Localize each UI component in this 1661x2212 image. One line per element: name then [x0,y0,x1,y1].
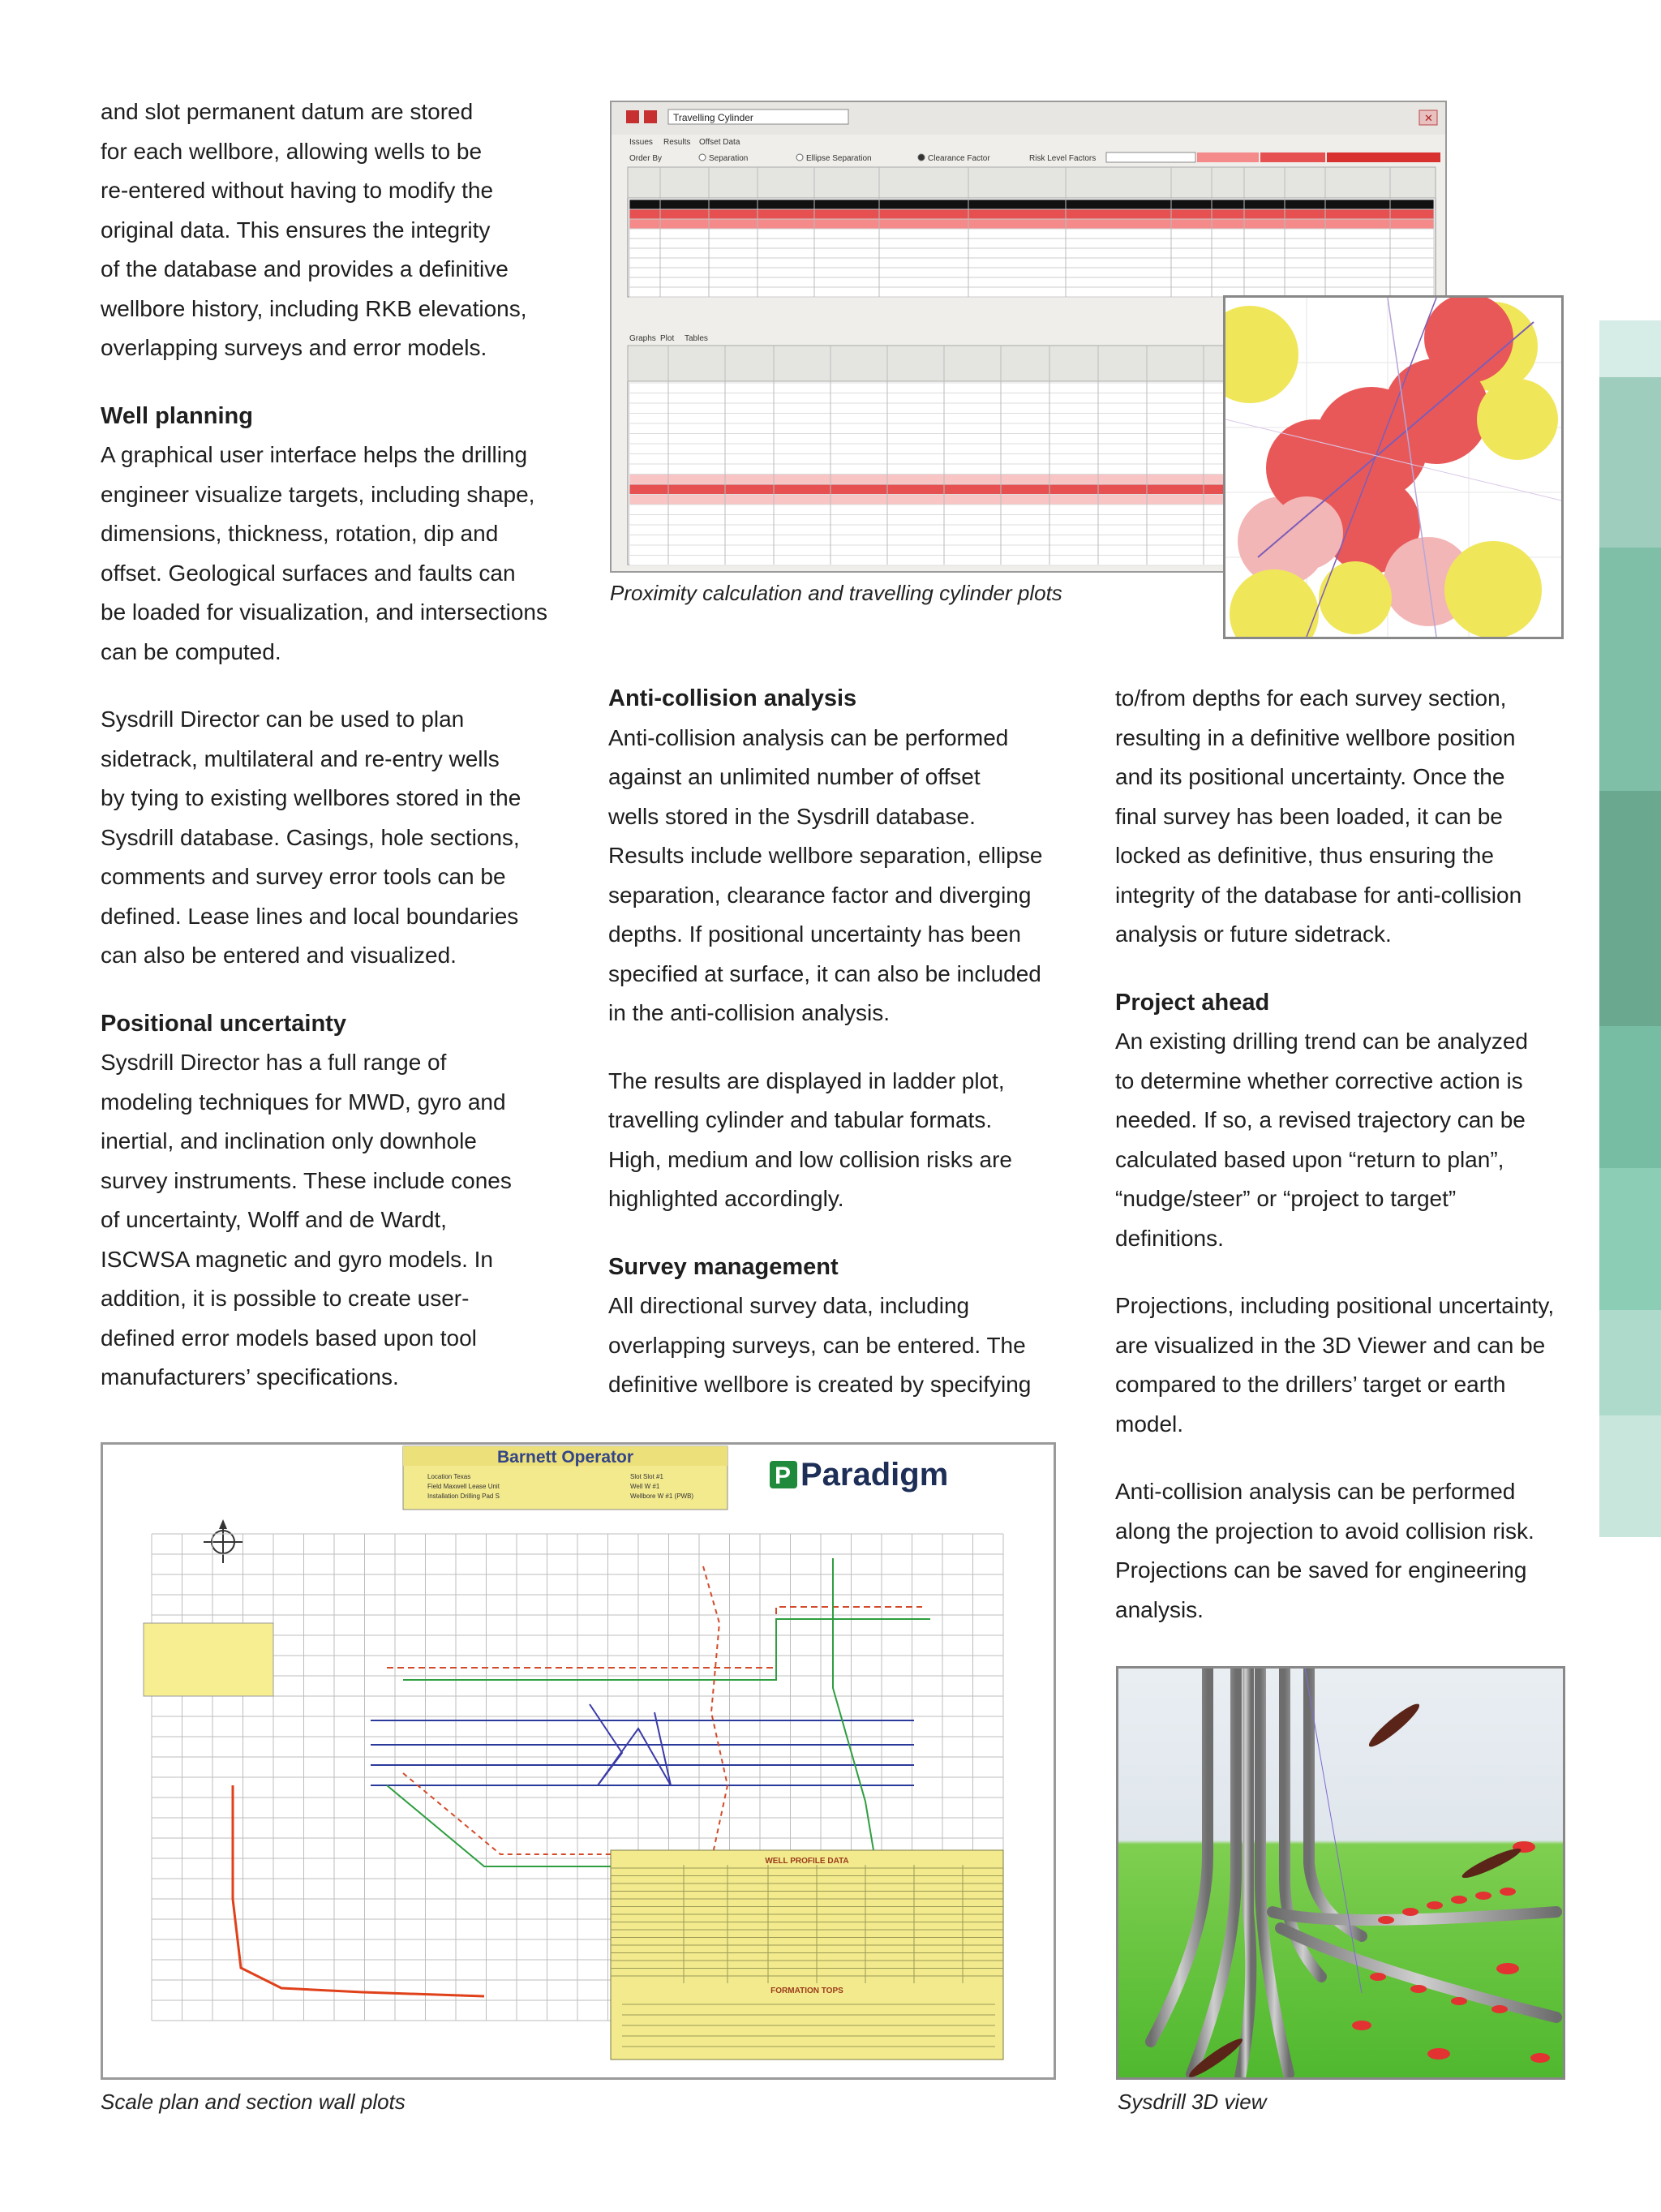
radio-separation[interactable]: Separation [709,154,749,163]
notes-box [144,1623,273,1696]
well-profile-table [611,1850,1003,2060]
3d-view-graphic [1118,1669,1563,2077]
travelling-cylinder-graphic [1225,298,1561,637]
text-line: offset. Geological surfaces and faults can [101,560,516,586]
info-installation: Installation Drilling Pad S [427,1493,500,1500]
table-row [629,248,1434,258]
text-line: Results include wellbore separation, ellipse [608,843,1043,868]
info-slot: Slot Slot #1 [630,1473,663,1480]
text-line: manufacturers’ specifications. [101,1364,399,1389]
paradigm-logo [770,1457,948,1493]
table-row [629,209,1434,219]
info-location: Location Texas [427,1473,471,1480]
text-line: can also be entered and visualized. [101,943,457,968]
tab-plot[interactable]: Plot [660,334,675,343]
intro-paragraph [101,92,555,368]
table-row [629,258,1434,268]
text-line: ISCWSA magnetic and gyro models. In [101,1246,493,1272]
text-line: separation, clearance factor and diverging [608,882,1032,908]
table-row [629,238,1434,248]
survey-management-heading: Survey management [608,1253,839,1280]
text-line: and slot permanent datum are stored [101,99,474,124]
text-line: Sysdrill database. Casings, hole sections, [101,824,520,850]
table-row [629,268,1434,277]
well-planning-heading: Well planning [101,402,253,429]
brand-name: Paradigm [800,1457,949,1493]
wall-plot-figure [101,1442,1056,2080]
3d-view-caption: Sysdrill 3D view [1118,2090,1267,2114]
text-line: sidetrack, multilateral and re-entry wells [101,745,500,771]
text-line: overlapping surveys and error models. [101,335,487,360]
text-line: re-entered without having to modify the [101,178,494,203]
text-line: final survey has been loaded, it can be [1115,803,1503,829]
project-ahead-heading: Project ahead [1115,989,1270,1016]
band-segment [1599,377,1661,548]
svg-text:P: P [775,1462,792,1489]
text-line: against an unlimited number of offset [608,764,981,789]
info-well: Well W #1 [630,1483,660,1490]
radio-ellipse-separation[interactable]: Ellipse Separation [806,154,872,163]
text-line: comments and survey error tools can be [101,864,506,889]
text-line: model. [1115,1411,1184,1437]
project-ahead-paragraph [1115,1022,1582,1258]
proximity-caption: Proximity calculation and travelling cylinder plots [610,581,1062,605]
text-line: dimensions, thickness, rotation, dip and [101,521,499,546]
text-line: Sysdrill Director can be used to plan [101,707,465,732]
table-row [629,277,1434,287]
text-line: original data. This ensures the integrity [101,217,491,243]
text-line: engineer visualize targets, including shape, [101,481,535,507]
text-line: A graphical user interface helps the drilling [101,442,528,467]
column-2 [608,679,1079,1405]
text-line: locked as definitive, thus ensuring the [1115,843,1494,868]
text-line: defined error models based upon tool [101,1325,477,1351]
tab-graphs[interactable]: Graphs [629,334,656,343]
column-1 [101,92,555,1398]
band-segment [1599,548,1661,791]
text-line: along the projection to avoid collision risk. [1115,1518,1534,1544]
text-line: The results are displayed in ladder plot, [608,1067,1005,1093]
text-line: defined. Lease lines and local boundaries [101,903,519,929]
tab-results[interactable]: Results [663,138,691,147]
cylinder-dropdown[interactable]: Travelling Cylinder [673,112,753,123]
text-line: are visualized in the 3D Viewer and can be [1115,1332,1546,1358]
formation-tops-title: FORMATION TOPS [770,1987,843,1995]
band-segment [1599,1168,1661,1310]
text-line: integrity of the database for anti-collision [1115,882,1522,908]
text-line: by tying to existing wellbores stored in the [101,785,521,810]
text-line: analysis. [1115,1596,1204,1622]
text-line: for each wellbore, allowing wells to be [101,138,483,164]
survey-management-paragraph [608,1286,1079,1405]
close-icon[interactable]: ✕ [1424,112,1433,124]
anti-collision-paragraph [608,719,1079,1033]
text-line: modeling techniques for MWD, gyro and [101,1089,506,1115]
positional-uncertainty-heading: Positional uncertainty [101,1010,346,1037]
text-line: An existing drilling trend can be analyzed [1115,1029,1528,1054]
text-line: Anti-collision analysis can be performed [608,724,1009,750]
column-3 [1115,679,1582,1630]
text-line: analysis or future sidetrack. [1115,921,1392,947]
text-line: depths. If positional uncertainty has been [608,921,1022,947]
text-line: in the anti-collision analysis. [608,1000,891,1025]
text-line: highlighted accordingly. [608,1186,844,1211]
text-line: travelling cylinder and tabular formats. [608,1107,993,1132]
text-line: All directional survey data, including [608,1293,970,1318]
tab-offset-data[interactable]: Offset Data [699,138,740,147]
text-line: overlapping surveys, can be entered. The [608,1332,1026,1358]
projection-anticollision-paragraph [1115,1472,1582,1630]
radio-clearance-factor[interactable]: Clearance Factor [928,154,990,163]
text-line: wells stored in the Sysdrill database. [608,803,976,829]
tab-issues[interactable]: Issues [629,138,653,147]
top-results-table [628,167,1436,297]
text-line: Anti-collision analysis can be performed [1115,1479,1516,1504]
text-line: High, medium and low collision risks are [608,1146,1012,1172]
text-line: resulting in a definitive wellbore position [1115,724,1516,750]
text-line: calculated based upon “return to plan”, [1115,1146,1504,1172]
travelling-cylinder-plot [1223,295,1564,639]
text-line: survey instruments. These include cones [101,1167,512,1193]
text-line: inertial, and inclination only downhole [101,1128,477,1153]
tab-tables[interactable]: Tables [685,334,708,343]
anti-collision-heading: Anti-collision analysis [608,685,857,711]
text-line: be loaded for visualization, and intersections [101,599,548,625]
text-line: wellbore history, including RKB elevations, [101,295,527,321]
text-line: Projections can be saved for engineering [1115,1557,1527,1583]
positional-uncertainty-paragraph [101,1043,555,1398]
survey-continued-paragraph [1115,679,1582,955]
results-paragraph [608,1062,1079,1219]
text-line: of the database and provides a definitive [101,256,509,281]
band-segment [1599,1310,1661,1415]
band-segment [1599,791,1661,1026]
projections-paragraph [1115,1286,1582,1444]
text-line: “nudge/steer” or “project to target” [1115,1186,1457,1211]
text-line: to determine whether corrective action is [1115,1067,1523,1093]
wall-plot-graphic [103,1445,1054,2077]
table-row [629,200,1434,209]
text-line: Projections, including positional uncertainty, [1115,1293,1555,1318]
band-segment [1599,1415,1661,1537]
risk-level-label: Risk Level Factors [1029,154,1097,163]
order-by-label: Order By [629,154,663,163]
table-row [629,229,1434,238]
sysdrill-3d-view [1116,1666,1565,2080]
text-line: can be computed. [101,638,281,664]
info-wellbore: Wellbore W #1 (PWB) [630,1493,694,1500]
band-segment [1599,1026,1661,1168]
text-line: and its positional uncertainty. Once the [1115,764,1505,789]
text-line: Sysdrill Director has a full range of [101,1050,447,1075]
bottom-results-table [628,346,1268,565]
text-line: addition, it is possible to create user- [101,1286,470,1311]
wall-plot-caption: Scale plan and section wall plots [101,2090,406,2114]
table-row [629,219,1434,229]
text-line: definitive wellbore is created by specifying [608,1372,1032,1397]
info-field: Field Maxwell Lease Unit [427,1483,500,1490]
text-line: definitions. [1115,1225,1224,1251]
wall-plot-title: Barnett Operator [496,1448,634,1467]
text-line: compared to the drillers’ target or earth [1115,1372,1506,1397]
text-line: to/from depths for each survey section, [1115,685,1507,711]
text-line: specified at surface, it can also be included [608,960,1041,986]
text-line: needed. If so, a revised trajectory can be [1115,1107,1526,1132]
well-profile-title: WELL PROFILE DATA [765,1857,849,1866]
band-segment [1599,320,1661,377]
text-line: of uncertainty, Wolff and de Wardt, [101,1207,447,1232]
director-paragraph [101,700,555,976]
well-planning-paragraph [101,436,555,672]
